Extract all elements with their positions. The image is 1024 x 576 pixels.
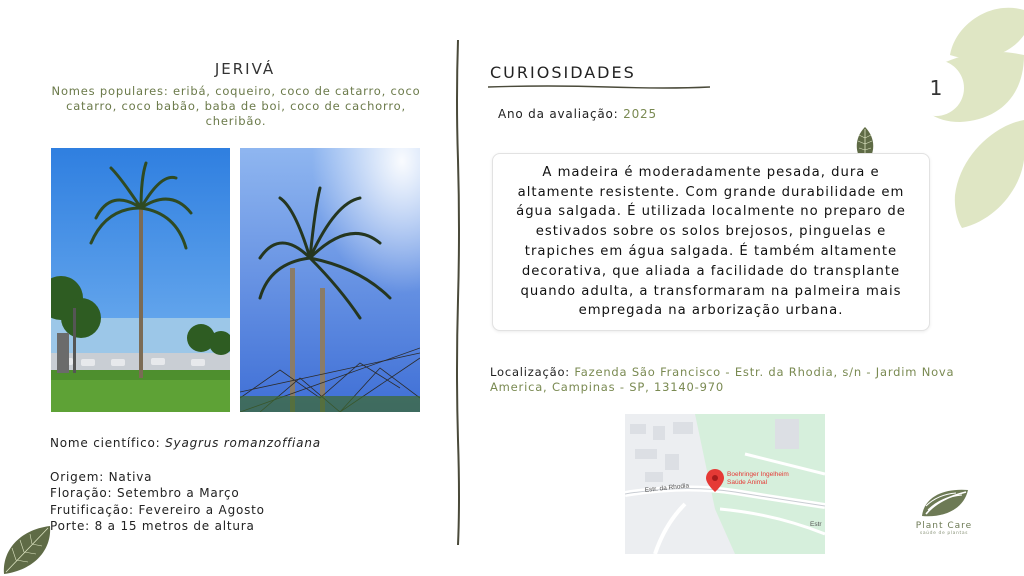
- popular-names: Nomes populares: eribá, coqueiro, coco de catarro, coco catarro, coco babão, baba de boi, coco de cachorro, cheribão.: [51, 84, 421, 128]
- size: Porte: 8 a 15 metros de altura: [50, 518, 255, 533]
- curiosities-text: A madeira é moderadamente pesada, dura e altamente resistente. Com grande durabilidade em água salgada. É utilizada localmente no preparo de estivados sobre os solos brejosos, pinguelas e trapiches em água salgada. É também altamente decorativa, que aliada a facilidade do transplante quando adulta, a transformaram na palmeira mais empregada na arborização urbana.: [516, 164, 906, 319]
- location: [490, 365, 990, 395]
- plant-care-logo: [904, 486, 984, 546]
- palm-photo-1: [51, 148, 230, 412]
- leaf-icon-bottom: [0, 522, 55, 576]
- scientific-name-line: [50, 436, 321, 450]
- title-underline: [488, 84, 710, 90]
- page-number: 1: [908, 60, 964, 116]
- location-label: Localização:: [490, 365, 575, 379]
- map-place-label-2: Saúde Animal: [727, 479, 768, 486]
- plant-details: [50, 469, 265, 534]
- evaluation-year: [498, 107, 657, 121]
- scientific-name-label: Nome científico:: [50, 436, 166, 450]
- palm-photo-2: [240, 148, 420, 412]
- location-value: Fazenda São Francisco - Estr. da Rhodia, s/n - Jardim Nova America, Campinas - SP, 13140-970: [490, 365, 955, 394]
- origin: Origem: Nativa: [50, 470, 153, 484]
- map-place-label-1: Boehringer Ingelheim: [727, 471, 789, 478]
- logo-name: Plant Care: [915, 521, 973, 531]
- year-value: 2025: [623, 107, 657, 121]
- fruiting: Frutificação: Fevereiro a Agosto: [50, 502, 265, 517]
- map-road-label-2: Estr: [810, 521, 822, 528]
- curiosities-title: CURIOSIDADES: [490, 63, 636, 82]
- flowering: Floração: Setembro a Março: [50, 486, 240, 501]
- location-map[interactable]: [625, 414, 825, 554]
- plant-title: JERIVÁ: [214, 60, 276, 78]
- logo-leaf-icon: [916, 486, 972, 520]
- vertical-divider: [455, 40, 461, 545]
- map-road-label: Estr. da Rhodia: [644, 482, 690, 494]
- logo-tagline: saúde de plantas: [919, 531, 969, 536]
- year-label: Ano da avaliação:: [498, 107, 624, 121]
- scientific-name: Syagrus romanzoffiana: [165, 436, 321, 450]
